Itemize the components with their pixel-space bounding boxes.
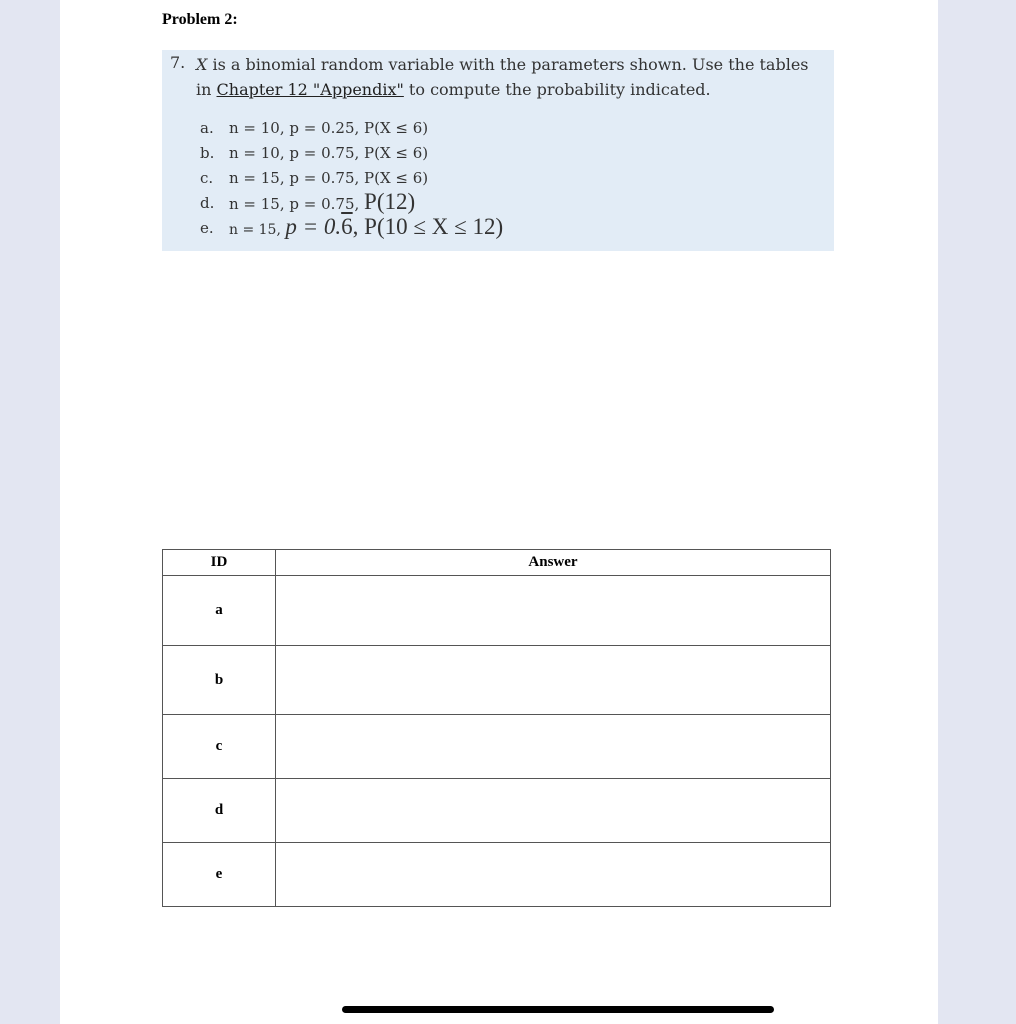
part-expression: n = 10, p = 0.75, P(X ≤ 6) <box>229 144 429 162</box>
row-id: d <box>163 779 276 843</box>
home-indicator-bar[interactable] <box>342 1006 774 1013</box>
header-answer: Answer <box>276 550 831 576</box>
answer-cell[interactable] <box>276 646 831 715</box>
part-math-p: p = 0. <box>285 214 342 239</box>
part-letter: b. <box>200 144 215 162</box>
part-params: n = 15, <box>229 222 286 238</box>
answer-cell[interactable] <box>276 843 831 907</box>
row-id: e <box>163 843 276 907</box>
part-letter: a. <box>200 119 214 137</box>
question-variable: X <box>196 55 208 74</box>
row-id: a <box>163 576 276 646</box>
header-id: ID <box>163 550 276 576</box>
table-header-row <box>163 550 831 576</box>
answer-cell[interactable] <box>276 715 831 779</box>
table-row <box>163 715 831 779</box>
question-text-part1: is a binomial random variable with the parameters shown. Use the tables in <box>196 55 809 99</box>
question-text-part2: to compute the probability indicated. <box>403 80 711 99</box>
part-letter: d. <box>200 194 215 212</box>
part-expression <box>229 214 503 240</box>
part-params: n = 15, p = 0.75, <box>229 195 365 213</box>
part-letter: c. <box>200 169 214 187</box>
part-expression: n = 15, p = 0.75, P(X ≤ 6) <box>229 169 429 187</box>
row-id: c <box>163 715 276 779</box>
part-math-rest: , P(10 ≤ X ≤ 12) <box>352 214 504 239</box>
table-row <box>163 576 831 646</box>
table-row <box>163 843 831 907</box>
table-row <box>163 646 831 715</box>
table-row <box>163 779 831 843</box>
question-number: 7. <box>170 53 186 72</box>
question-text <box>196 52 826 102</box>
document-page <box>60 0 938 1024</box>
part-expression: n = 10, p = 0.25, P(X ≤ 6) <box>229 119 429 137</box>
appendix-link[interactable]: Chapter 12 "Appendix" <box>216 80 404 99</box>
part-letter: e. <box>200 219 214 237</box>
part-expression <box>229 189 415 215</box>
question-box <box>162 50 834 251</box>
answer-cell[interactable] <box>276 576 831 646</box>
problem-title: Problem 2: <box>162 11 238 28</box>
part-math-repeating: 6 <box>341 214 353 239</box>
part-math <box>285 214 503 239</box>
answer-cell[interactable] <box>276 779 831 843</box>
answer-table <box>162 549 831 907</box>
row-id: b <box>163 646 276 715</box>
part-math: P(12) <box>364 189 416 214</box>
